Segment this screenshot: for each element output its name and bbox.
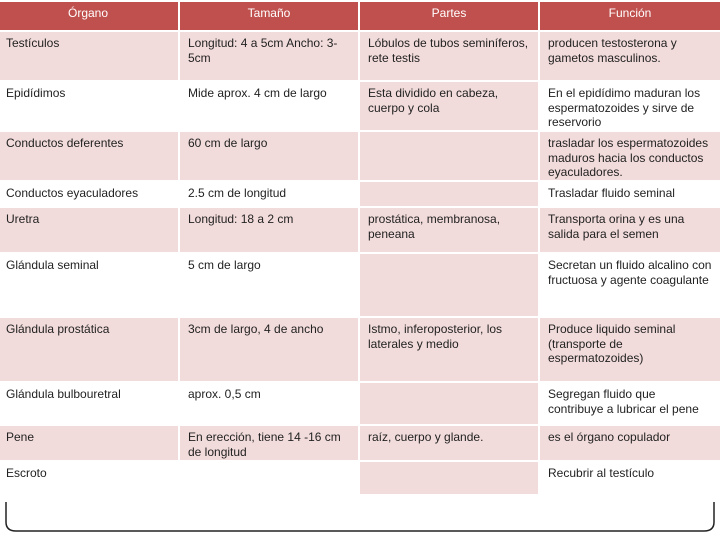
table-cell: Trasladar fluido seminal <box>538 180 720 206</box>
header-funcion: Función <box>538 0 720 30</box>
table-cell: Glándula bulbouretral <box>0 381 178 424</box>
table-cell: trasladar los espermatozoides maduros hacia los conductos eyaculadores. <box>538 130 720 180</box>
table-cell: aprox. 0,5 cm <box>178 381 358 424</box>
table-cell: Conductos eyaculadores <box>0 180 178 206</box>
table-cell: En erección, tiene 14 -16 cm de longitud <box>178 424 358 460</box>
table-cell <box>358 460 538 494</box>
table-cell <box>358 130 538 180</box>
table-cell: Uretra <box>0 206 178 252</box>
table-cell: Mide aprox. 4 cm de largo <box>178 80 358 130</box>
table-cell: 2.5 cm de longitud <box>178 180 358 206</box>
table-cell: Recubrir al testículo <box>538 460 720 494</box>
table-cell: Escroto <box>0 460 178 494</box>
table-cell: Testículos <box>0 30 178 80</box>
table-cell: Conductos deferentes <box>0 130 178 180</box>
table-cell: Longitud: 18 a 2 cm <box>178 206 358 252</box>
table-cell: Longitud: 4 a 5cm Ancho: 3-5cm <box>178 30 358 80</box>
table-cell <box>358 252 538 316</box>
table-cell: Secretan un fluido alcalino con fructuosa y agente coagulante <box>538 252 720 316</box>
table-cell: 60 cm de largo <box>178 130 358 180</box>
table-cell: raíz, cuerpo y glande. <box>358 424 538 460</box>
header-tamano: Tamaño <box>178 0 358 30</box>
table-cell: Produce liquido seminal (transporte de espermatozoides) <box>538 316 720 381</box>
table-cell: Pene <box>0 424 178 460</box>
table-cell: Glándula seminal <box>0 252 178 316</box>
table-cell: Epidídimos <box>0 80 178 130</box>
table-cell: Istmo, inferoposterior, los laterales y medio <box>358 316 538 381</box>
table-cell <box>358 180 538 206</box>
header-partes: Partes <box>358 0 538 30</box>
table-cell <box>178 460 358 494</box>
table-cell <box>358 381 538 424</box>
table-cell: 5 cm de largo <box>178 252 358 316</box>
table-cell: Segregan fluido que contribuye a lubricar el pene <box>538 381 720 424</box>
table-cell: 3cm de largo, 4 de ancho <box>178 316 358 381</box>
table-cell: Lóbulos de tubos seminíferos, rete testis <box>358 30 538 80</box>
table-cell: prostática, membranosa, peneana <box>358 206 538 252</box>
table-cell: Esta dividido en cabeza, cuerpo y cola <box>358 80 538 130</box>
table-cell: En el epidídimo maduran los espermatozoides y sirve de reservorio <box>538 80 720 130</box>
table-cell: producen testosterona y gametos masculinos. <box>538 30 720 80</box>
table-cell: es el órgano copulador <box>538 424 720 460</box>
table-cell: Transporta orina y es una salida para el semen <box>538 206 720 252</box>
header-organo: Órgano <box>0 0 178 30</box>
bottom-bracket <box>4 502 716 533</box>
table-cell: Glándula prostática <box>0 316 178 381</box>
